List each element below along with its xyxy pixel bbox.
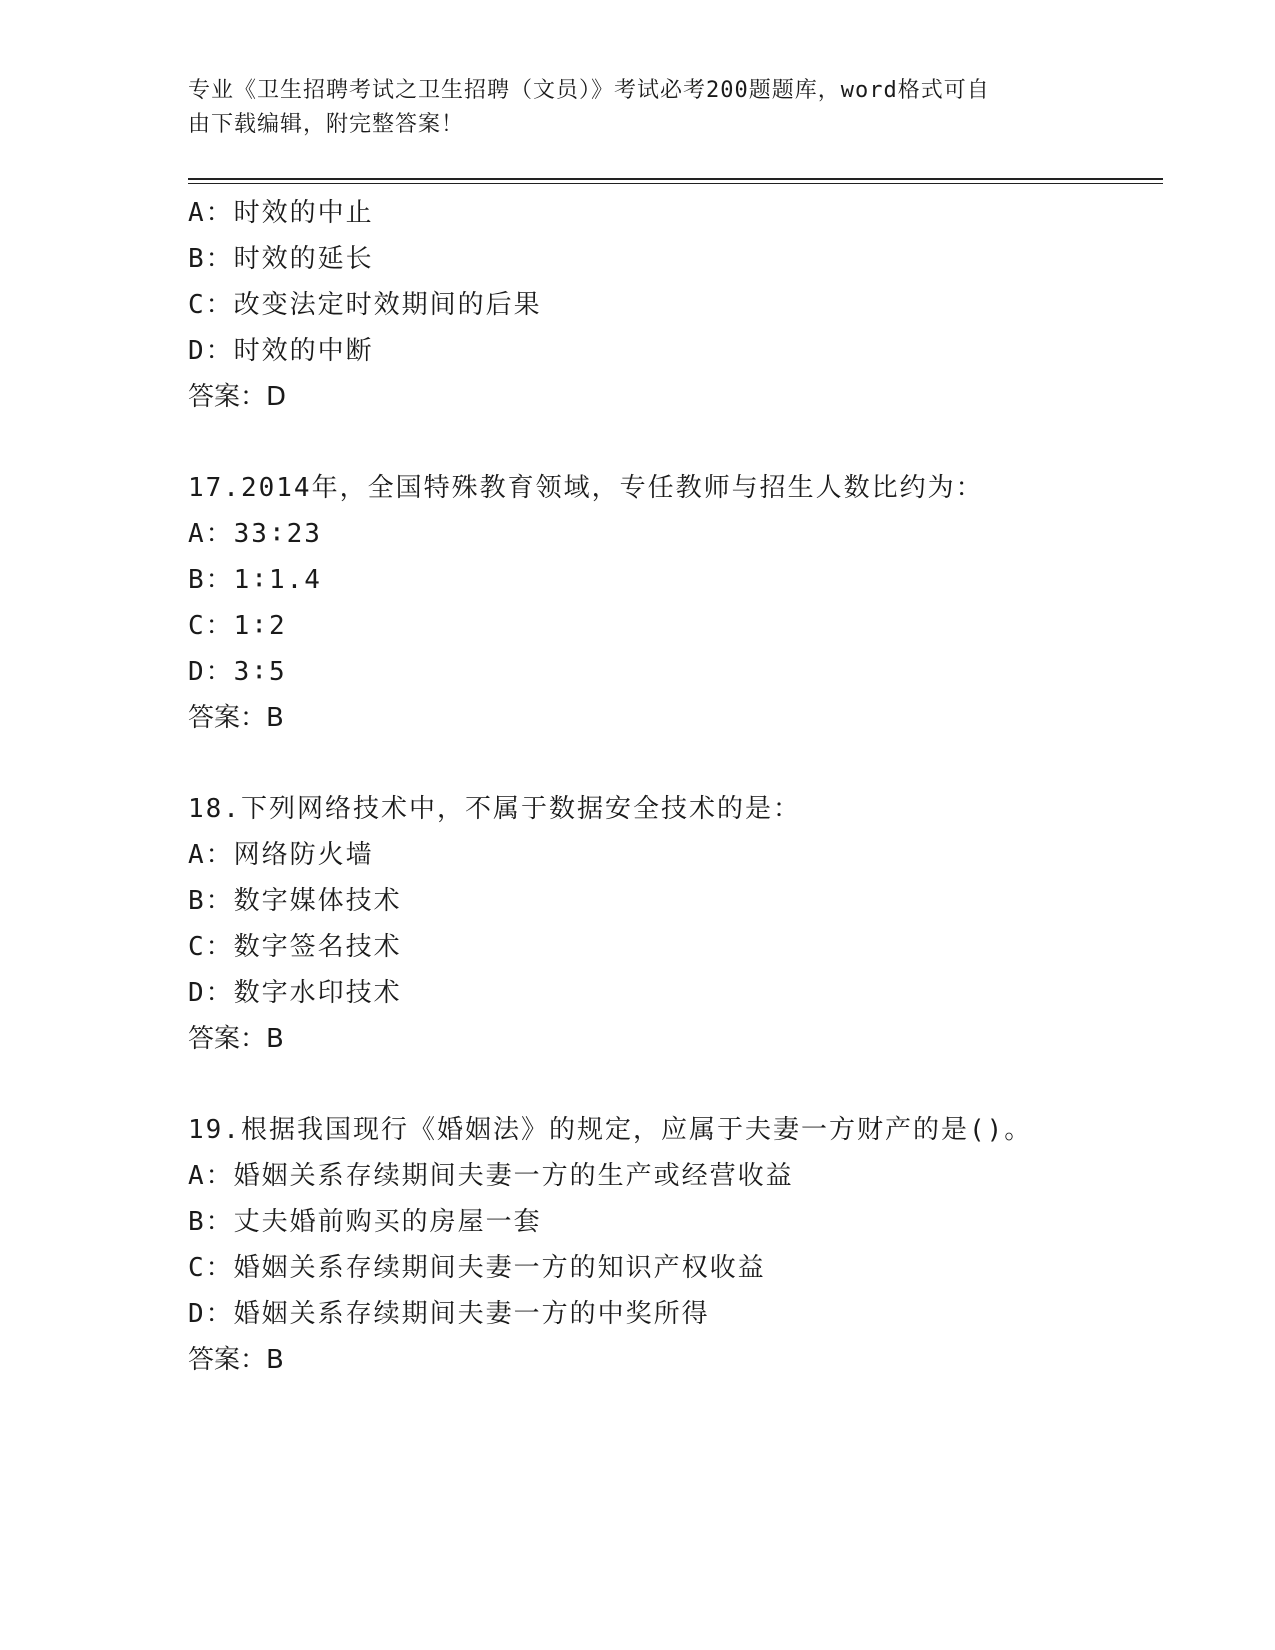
question-spacer [188,420,1148,465]
option-b: B：数字媒体技术 [188,886,402,916]
header-line-1: 专业《卫生招聘考试之卫生招聘（文员）》考试必考200题题库，word格式可自 [188,78,990,103]
option-a: A：时效的中止 [188,198,374,228]
question-spacer [188,1062,1148,1107]
option-a: A：33∶23 [188,519,322,549]
option-d: D：婚姻关系存续期间夫妻一方的中奖所得 [188,1299,710,1329]
answer-line: 答案：B [188,703,284,733]
option-c: C：数字签名技术 [188,932,402,962]
option-d: D：时效的中断 [188,336,374,366]
answer-line: 答案：D [188,382,287,412]
question-block-16 [188,190,1148,420]
option-a: A：婚姻关系存续期间夫妻一方的生产或经营收益 [188,1161,794,1191]
question-text: 17.2014年，全国特殊教育领域，专任教师与招生人数比约为： [188,473,984,503]
question-text: 19.根据我国现行《婚姻法》的规定，应属于夫妻一方财产的是()。 [188,1115,1033,1145]
question-spacer [188,741,1148,786]
option-d: D：数字水印技术 [188,978,402,1008]
question-block-17 [188,465,1148,741]
answer-line: 答案：B [188,1024,284,1054]
option-d: D：3∶5 [188,657,287,687]
question-block-18 [188,786,1148,1062]
option-c: C：婚姻关系存续期间夫妻一方的知识产权收益 [188,1253,766,1283]
option-b: B：1∶1.4 [188,565,322,595]
answer-line: 答案：B [188,1345,284,1375]
document-header [188,74,1068,142]
question-text: 18.下列网络技术中，不属于数据安全技术的是： [188,794,801,824]
option-b: B：丈夫婚前购买的房屋一套 [188,1207,542,1237]
question-list [188,190,1148,1383]
header-divider-thick [188,178,1163,180]
option-b: B：时效的延长 [188,244,374,274]
option-c: C：改变法定时效期间的后果 [188,290,542,320]
question-block-19 [188,1107,1148,1383]
header-line-2: 由下载编辑，附完整答案！ [188,112,465,137]
header-divider-thin [188,183,1163,184]
option-c: C：1∶2 [188,611,287,641]
option-a: A：网络防火墙 [188,840,374,870]
